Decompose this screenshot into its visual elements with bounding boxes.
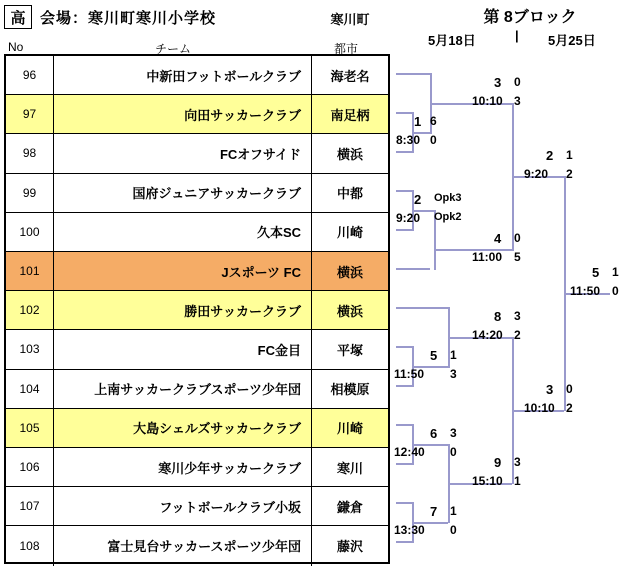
row-team: 国府ジュニアサッカークラブ [54,174,312,212]
match-number: 4 [494,231,502,246]
bracket-line [396,268,430,270]
row-no: 104 [6,370,54,408]
row-team: 大島シェルズサッカークラブ [54,409,312,447]
row-no: 98 [6,134,54,172]
match-pk-top: Opk3 [434,192,462,204]
row-city: 横浜 [312,291,388,329]
bracket-line [396,502,412,504]
bracket-line [396,346,412,348]
column-header-city: 都市 [334,42,359,56]
bracket-line [396,385,412,387]
match-score-top: 1 [450,348,457,362]
row-no: 99 [6,174,54,212]
match-number: 7 [430,504,438,519]
row-team: 富士見台サッカースポーツ少年団 [54,526,312,565]
venue-label: 会場：寒川町寒川小学校 [40,10,217,27]
row-city: 藤沢 [336,539,363,555]
row-team: 向田サッカークラブ [54,95,312,133]
match-number: 2 [414,192,422,207]
row-team: フットボールクラブ小坂 [54,487,312,525]
match-score-top: 0 [566,382,573,396]
match-score-top: 1 [612,265,619,279]
row-city: 横浜 [336,146,363,162]
table-row [6,174,388,213]
match-score-top: 0 [514,231,521,245]
row-no: 97 [6,95,54,133]
row-no: 106 [6,448,54,486]
match-score-bottom: 3 [514,94,521,108]
table-row [6,56,388,95]
match-time: 13:30 [394,523,425,537]
row-no: 108 [6,526,54,565]
match-time: 10:10 [524,401,555,415]
row-city: 寒川 [336,460,363,476]
match-score-bottom: 2 [566,167,573,181]
match-number: 8 [494,309,502,324]
match-score-bottom: 3 [450,367,457,381]
match-score-top: 1 [450,504,457,518]
match-time: 14:20 [472,328,503,342]
date-round2: 5月25日 [548,33,596,48]
table-row [6,213,388,252]
row-city: 相模原 [330,382,370,398]
column-header-team: チーム [155,42,192,56]
table-row [6,252,388,291]
row-city: 海老名 [330,68,370,84]
match-score-bottom: 0 [450,523,457,537]
bracket-line [396,151,412,153]
row-team: 勝田サッカークラブ [54,291,312,329]
match-score-bottom: 0 [450,445,457,459]
row-no: 96 [6,56,54,94]
match-time: 9:20 [524,167,549,181]
table-row [6,330,388,369]
row-city: 川崎 [336,225,363,241]
match-score-top: 0 [514,75,521,89]
bracket-line [396,190,412,192]
match-number: 9 [494,455,502,470]
match-time: 11:00 [472,250,503,264]
match-number: 2 [546,148,554,163]
bracket-diagram [390,54,642,564]
match-time: 10:10 [472,94,503,108]
table-row [6,526,388,565]
row-city: 中都 [336,186,363,202]
match-number: 5 [430,348,438,363]
match-time: 9:20 [396,211,421,225]
match-number: 3 [494,75,502,90]
match-time: 11:50 [570,284,601,298]
table-row [6,409,388,448]
page-title: 第 8ブロック [483,9,577,26]
match-number: 3 [546,382,554,397]
bracket-line [396,73,430,75]
match-score-top: 6 [430,114,437,128]
entry-table [4,54,390,564]
match-number: 5 [592,265,600,280]
row-team: 久本SC [54,213,312,251]
table-row [6,487,388,526]
row-no: 107 [6,487,54,525]
row-city: 南足柄 [312,95,388,133]
bracket-line [396,229,412,231]
match-pk-bottom: Opk2 [434,211,462,223]
row-team: Jスポーツ FC [54,252,312,290]
date-round1: 5月18日 [428,33,476,48]
match-score-bottom: 5 [514,250,521,264]
grade-badge: 高 [4,5,32,29]
match-score-bottom: 0 [612,284,619,298]
row-city: 川崎 [312,409,388,447]
row-no: 101 [6,252,54,290]
bracket-line [396,463,412,465]
match-number: 6 [430,426,438,441]
table-row [6,448,388,487]
match-score-top: 3 [514,455,521,469]
date-separator: | [515,28,519,43]
row-no: 100 [6,213,54,251]
table-row [6,95,388,134]
match-score-bottom: 0 [430,133,437,147]
match-score-bottom: 1 [514,474,521,488]
row-team: FC金目 [54,330,312,368]
match-score-top: 3 [514,309,521,323]
match-score-top: 1 [566,148,573,162]
row-city: 横浜 [312,252,388,290]
row-no: 102 [6,291,54,329]
table-row [6,370,388,409]
table-row [6,134,388,173]
row-city: 鎌倉 [336,499,363,515]
row-team: 寒川少年サッカークラブ [54,448,312,486]
row-team: 中新田フットボールクラブ [54,56,312,94]
row-team: 上南サッカークラブスポーツ少年団 [54,370,312,408]
bracket-line [396,112,412,114]
match-time: 12:40 [394,445,425,459]
match-time: 11:50 [394,367,425,381]
column-header-no: No [8,40,24,54]
match-score-top: 3 [450,426,457,440]
bracket-line [396,307,448,309]
table-row [6,291,388,330]
header-city-label: 寒川町 [330,12,370,27]
row-team: FCオフサイド [54,134,312,172]
bracket-line [396,424,412,426]
bracket-line [396,541,412,543]
match-time: 8:30 [396,133,421,147]
match-time: 15:10 [472,474,503,488]
row-city: 平塚 [336,342,363,358]
match-score-bottom: 2 [566,401,573,415]
row-no: 105 [6,409,54,447]
match-score-bottom: 2 [514,328,521,342]
row-no: 103 [6,330,54,368]
match-number: 1 [414,114,422,129]
